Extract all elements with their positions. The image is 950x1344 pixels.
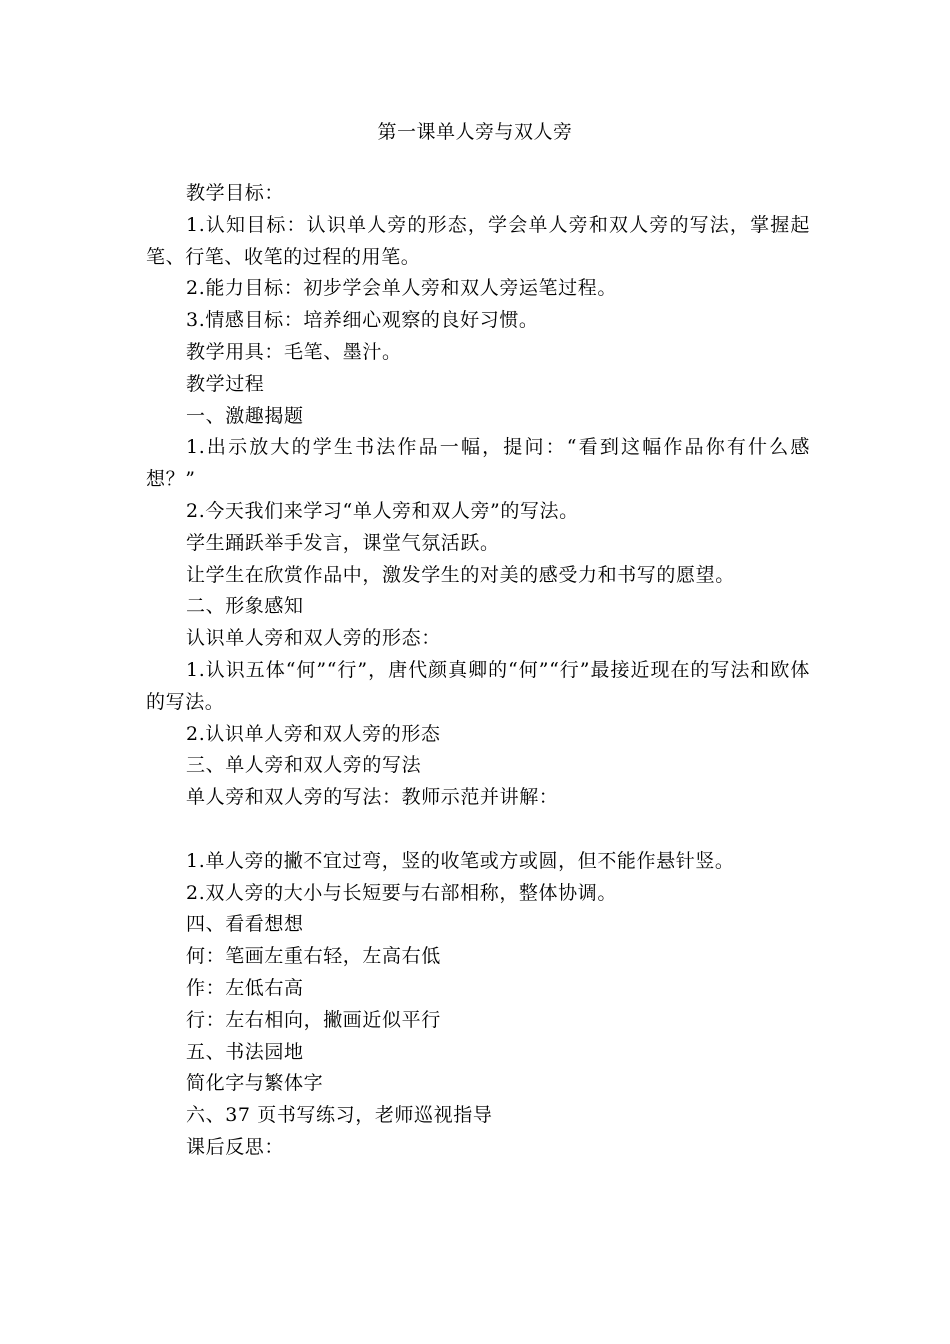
paragraph-zuo-character: 作：左低右高 (186, 976, 304, 999)
paragraph-cognitive-goal: 1.认知目标：认识单人旁的形态，学会单人旁和双人旁的写法，掌握起笔、行笔、收笔的过程的用笔。 (146, 213, 810, 268)
paragraph-emotional-goal: 3.情感目标：培养细心观察的良好习惯。 (186, 309, 539, 332)
paragraph-simplified-traditional: 简化字与繁体字 (186, 1072, 324, 1095)
paragraph-five-styles: 1.认识五体“何”“行”，唐代颜真卿的“何”“行”最接近现在的写法和欧体的写法。 (146, 658, 810, 713)
paragraph-today-lesson: 2.今天我们来学习“单人旁和双人旁”的写法。 (186, 499, 579, 522)
blank-line (146, 814, 810, 846)
paragraph-process-heading: 教学过程 (186, 372, 265, 395)
section-heading-1: 一、激趣揭题 (186, 404, 304, 427)
paragraph-teaching-tools: 教学用具：毛笔、墨汁。 (186, 340, 402, 363)
paragraph-ability-goal: 2.能力目标：初步学会单人旁和双人旁运笔过程。 (186, 277, 617, 300)
page-title: 第一课单人旁与双人旁 (377, 121, 573, 143)
section-heading-4: 四、看看想想 (186, 913, 304, 936)
section-heading-2: 二、形象感知 (186, 595, 304, 618)
paragraph-reflection: 课后反思： (186, 1135, 285, 1158)
paragraph-he-character: 何：笔画左重右轻，左高右低 (186, 945, 441, 968)
paragraph-recognize-forms: 认识单人旁和双人旁的形态： (186, 627, 441, 650)
paragraph-demonstration: 单人旁和双人旁的写法：教师示范并讲解： (186, 786, 559, 809)
document-body (146, 178, 810, 1164)
paragraph-single-radical-rule: 1.单人旁的撇不宜过弯，竖的收笔或方或圆，但不能作悬针竖。 (186, 849, 735, 872)
paragraph-objectives-heading: 教学目标： (186, 182, 285, 204)
paragraph-recognize-radicals: 2.认识单人旁和双人旁的形态 (186, 722, 441, 745)
paragraph-show-artwork: 1.出示放大的学生书法作品一幅，提问：“看到这幅作品你有什么感想？” (146, 436, 810, 491)
section-heading-3: 三、单人旁和双人旁的写法 (186, 754, 422, 777)
paragraph-students-speak: 学生踊跃举手发言，课堂气氛活跃。 (186, 531, 500, 554)
paragraph-double-radical-rule: 2.双人旁的大小与长短要与右部相称，整体协调。 (186, 881, 617, 904)
section-heading-5: 五、书法园地 (186, 1040, 304, 1063)
paragraph-appreciation: 让学生在欣赏作品中，激发学生的对美的感受力和书写的愿望。 (186, 563, 735, 586)
paragraph-xing-character: 行：左右相向，撇画近似平行 (186, 1008, 441, 1031)
section-heading-6: 六、37 页书写练习，老师巡视指导 (186, 1104, 493, 1127)
